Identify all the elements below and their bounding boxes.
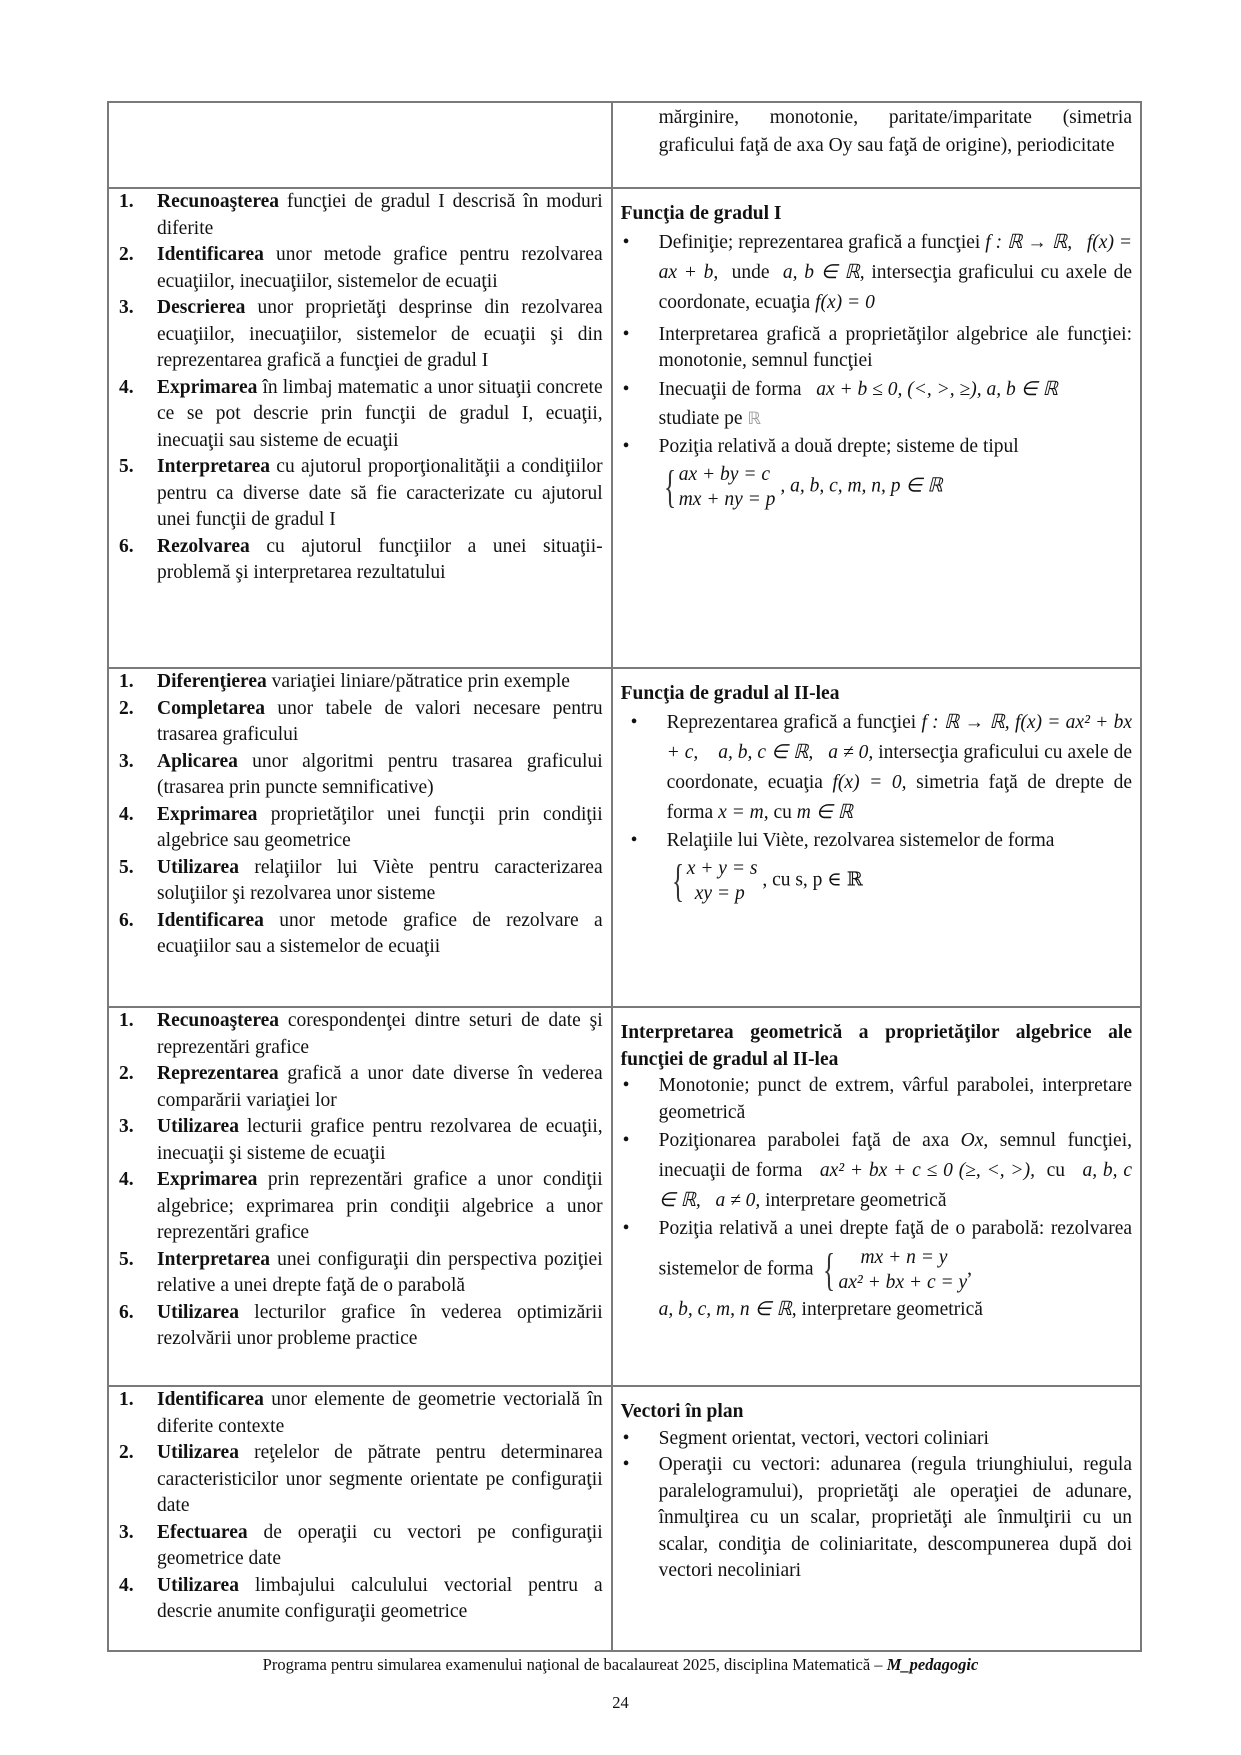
item-verb: Efectuarea: [157, 1521, 248, 1543]
item-text: unor proprietăţi desprinse din rezolvarea ecuaţiilor, inecuaţiilor, sistemelor de ecuaţii şi din reprezentarea grafică a funcţiei de gradul I: [157, 297, 603, 371]
item-number: 1.: [119, 1389, 134, 1410]
item-verb: Utilizarea: [157, 1301, 239, 1323]
math-expression: (≥, <, >),: [958, 1160, 1035, 1181]
item-text: unei configuraţii din perspectiva poziţiei relative a unei drepte faţă de o parabolă: [157, 1248, 603, 1296]
math-expression: a ≠ 0,: [715, 1190, 761, 1211]
equation-line: ax + by = c: [678, 464, 771, 485]
item-text: , semnul funcţiei, inecuaţii de forma: [658, 1130, 1132, 1181]
content-cell: [612, 102, 1141, 188]
item-text: limbajului calculului vectorial pentru a descrie anumite configuraţii geometrice: [157, 1574, 603, 1622]
item-verb: Identificarea: [157, 909, 264, 931]
table-row: [108, 188, 1141, 668]
curriculum-table: [107, 101, 1142, 1652]
section-title: Interpretarea geometrică a proprietăţilor algebrice ale funcţiei de gradul al II-lea: [620, 1022, 1132, 1070]
footer-subject: M_pedagogic: [886, 1655, 979, 1674]
item-text: în limbaj matematic a unor situaţii concrete ce se pot descrie prin funcţii de gradul I, ecuaţii, inecuaţii sau sisteme de ecuaţii: [157, 376, 603, 451]
math-expression: f : ℝ → ℝ,: [921, 711, 1010, 733]
table-row: [108, 668, 1141, 1007]
item-number: 1.: [119, 671, 134, 692]
item-text: intersecţia graficului cu axele de coordonate, ecuaţia: [666, 741, 1133, 793]
item-verb: Rezolvarea: [157, 535, 250, 557]
page-footer: [0, 1655, 1241, 1675]
bullet-icon: •: [622, 1454, 630, 1475]
list-item: [117, 669, 603, 696]
item-verb: Recunoaşterea: [157, 191, 280, 212]
item-number: 1.: [119, 191, 134, 212]
list-item: [621, 434, 1132, 515]
competencies-cell: [108, 102, 612, 188]
list-item: [117, 454, 603, 534]
item-verb: Interpretarea: [157, 456, 270, 477]
item-text: funcţiei de gradul I descrisă în moduri diferite: [157, 191, 603, 239]
bullet-icon: •: [622, 1427, 630, 1449]
competencies-cell: [108, 1007, 612, 1386]
list-item: [117, 1440, 603, 1520]
list-item: [621, 1452, 1132, 1585]
item-text: lecturilor grafice în vederea optimizării rezolvării unor probleme practice: [157, 1301, 603, 1349]
math-expression: m ∈ ℝ: [796, 801, 854, 823]
item-number: 6.: [119, 1301, 134, 1323]
item-verb: Completarea: [157, 697, 265, 719]
competency-list: [117, 1387, 603, 1626]
math-expression: f(x) = ax² + bx + c,: [666, 711, 1133, 763]
equation-line: ax² + bx + c = y: [838, 1271, 968, 1293]
list-item: • Poziţia relativă a unei drepte faţă de o parabolă: rezolvarea sistemelor de forma { mx + n = y ax² + bx + c = y , a, b, c, m, n ∈ ℝ, interpretare geometrică: [622, 1218, 1132, 1320]
item-text: Segment orientat, vectori, vectori coliniari: [658, 1427, 989, 1449]
item-text: , interpretare geometrică: [791, 1298, 983, 1320]
item-text: unde: [731, 261, 770, 283]
item-verb: Utilizarea: [157, 1442, 239, 1463]
brace-icon: {: [671, 855, 684, 906]
item-text: Inecuaţii de forma: [658, 378, 802, 400]
competency-list: [117, 1008, 603, 1353]
content-bullets: [621, 708, 1132, 909]
brace-icon: {: [823, 1243, 836, 1295]
math-expression: ax² + bx + c ≤ 0: [819, 1160, 953, 1181]
table-row: [108, 1007, 1141, 1386]
section-title: Vectori în plan: [620, 1401, 744, 1422]
equation-system: [818, 1245, 967, 1295]
item-number: 3.: [119, 1116, 134, 1137]
item-text: cu ajutorul funcţiilor a unei situaţii-problemă şi interpretarea rezultatului: [157, 535, 603, 583]
item-verb: Utilizarea: [157, 1116, 239, 1137]
section-title: Funcţia de gradul al II-lea: [620, 683, 840, 704]
equation-line: xy = p: [694, 883, 745, 904]
content-cell: [612, 1386, 1141, 1651]
list-item: [117, 189, 603, 242]
list-item: [117, 749, 603, 802]
item-verb: Utilizarea: [157, 856, 239, 878]
list-item: [117, 1008, 603, 1061]
item-verb: Exprimarea: [157, 376, 258, 398]
item-verb: Utilizarea: [157, 1574, 239, 1596]
item-text: cu ajutorul proporţionalităţii a condiţiilor pentru ca diverse date să fie caracterizate cu ajutorul unei funcţii de gradul I: [157, 456, 603, 530]
list-item: [117, 295, 603, 375]
equation-system: [659, 462, 776, 512]
item-text: Poziţionarea parabolei faţă de axa: [658, 1130, 950, 1151]
item-number: 1.: [119, 1010, 134, 1031]
math-expression: a ≠ 0,: [828, 741, 874, 763]
item-text: unor tabele de valori necesare pentru trasarea graficului: [157, 697, 603, 745]
item-text: Poziţia relativă a două drepte; sisteme de tipul: [658, 435, 1019, 457]
list-item: [117, 1061, 603, 1114]
item-text: lecturii grafice pentru rezolvarea de ecuaţii, inecuaţii şi sisteme de ecuaţii: [157, 1116, 603, 1164]
list-item: [621, 1073, 1132, 1126]
math-expression: a, b, c ∈ ℝ,: [718, 741, 814, 763]
math-expression: ax + b ≤ 0, (<, >, ≥), a, b ∈ ℝ: [816, 378, 1058, 400]
item-verb: Reprezentarea: [157, 1063, 279, 1084]
table-row: [108, 102, 1141, 188]
math-expression: , cu s, p ∈ ℝ: [762, 869, 863, 891]
list-item: [117, 534, 603, 587]
item-text: Operaţii cu vectori: adunarea (regula triunghiului, regula paralelogramului), proprietăţi ale operaţiei de adunare, înmulţirea cu un scalar, proprietăţi ale înmulţirii cu un scalar, condiţia de coliniaritate, descompunerea după doi vectori necoliniari: [658, 1454, 1132, 1581]
list-item: [117, 1300, 603, 1353]
item-text: corespondenţei dintre seturi de date şi reprezentări grafice: [157, 1010, 603, 1058]
list-item: [117, 802, 603, 855]
item-number: 4.: [119, 1169, 134, 1190]
item-verb: Recunoaşterea: [157, 1010, 280, 1031]
footer-text: Programa pentru simularea examenului naţional de bacalaureat 2025, disciplina Matematică –: [262, 1655, 887, 1674]
table-row: [108, 1386, 1141, 1651]
list-item: [621, 1126, 1132, 1216]
list-item: [117, 855, 603, 908]
content-bullets: [621, 1073, 1132, 1323]
math-expression: a, b, c ∈ ℝ,: [658, 1160, 1133, 1211]
item-text: simetria faţă de drepte de forma: [666, 771, 1133, 823]
item-number: 4.: [119, 803, 134, 825]
math-expression: , a, b, c, m, n, p ∈ ℝ: [780, 475, 943, 497]
list-item: [117, 908, 603, 961]
math-expression: f(x) = 0: [815, 291, 875, 313]
list-item: [117, 696, 603, 749]
item-text: Definiţie; reprezentarea grafică a funcţiei: [658, 231, 981, 253]
competencies-cell: [108, 668, 612, 1007]
item-number: 2.: [119, 244, 134, 265]
content-bullets: [621, 1426, 1132, 1585]
math-expression: f(x) = ax + b,: [658, 231, 1133, 283]
bullet-icon: •: [622, 231, 630, 253]
item-verb: Exprimarea: [157, 803, 258, 825]
item-text: studiate pe: [658, 407, 743, 429]
bullet-icon: •: [622, 1218, 630, 1239]
item-text: Monotonie; punct de extrem, vârful parabolei, interpretare geometrică: [658, 1075, 1132, 1123]
item-text: prin reprezentări grafice a unor condiţii algebrice; exprimarea prin condiţii algebrice a unor reprezentări grafice: [157, 1169, 603, 1243]
item-text: cu: [1046, 1160, 1066, 1181]
math-expression: a, b, c, m, n ∈ ℝ: [658, 1298, 792, 1320]
list-item: [117, 1387, 603, 1440]
item-number: 6.: [119, 535, 134, 557]
item-text: Interpretarea grafică a proprietăţilor algebrice ale funcţiei: monotonie, semnul funcţiei: [658, 323, 1132, 371]
item-text: proprietăţilor unei funcţii prin condiţii algebrice sau geometrice: [157, 803, 603, 851]
item-number: 3.: [119, 750, 134, 772]
item-verb: Exprimarea: [157, 1169, 258, 1190]
bullet-icon: •: [622, 378, 630, 400]
item-number: 5.: [119, 1248, 134, 1270]
item-text: relaţiilor lui Viète pentru caracterizarea soluţiilor şi rezolvarea unor sisteme: [157, 856, 603, 904]
competency-list: [117, 189, 603, 587]
continuation-text: mărginire, monotonie, paritate/imparitate (simetria graficului faţă de axa Oy sau faţă de origine), periodicitate: [658, 107, 1132, 156]
list-item: [621, 828, 1132, 909]
item-verb: Identificarea: [157, 244, 264, 265]
item-text: grafică a unor date diverse în vederea comparării variaţiei lor: [157, 1063, 603, 1111]
bullet-icon: •: [630, 829, 638, 851]
item-verb: Diferenţierea: [157, 671, 267, 692]
page-number: 24: [612, 1693, 629, 1712]
list-item: [621, 228, 1132, 318]
bullet-icon: •: [630, 711, 638, 733]
competencies-cell: [108, 188, 612, 668]
equation-line: mx + ny = p: [678, 489, 776, 510]
math-expression: Ox: [960, 1130, 984, 1151]
equation-line: mx + n = y: [860, 1246, 948, 1268]
item-number: 2.: [119, 1063, 134, 1084]
content-cell: [612, 188, 1141, 668]
item-text: reţelelor de pătrate pentru determinarea caracteristicilor unor segmente orientate pe configuraţii date: [157, 1442, 603, 1516]
item-text: Poziţia relativă a unei drepte faţă de o parabolă: rezolvarea sistemelor de forma: [658, 1218, 1132, 1279]
item-number: 5.: [119, 456, 134, 477]
item-text: cu: [773, 801, 792, 823]
item-number: 2.: [119, 697, 134, 719]
list-item: [117, 1114, 603, 1167]
item-number: 4.: [119, 1574, 134, 1596]
item-text: Relaţiile lui Viète, rezolvarea sistemelor de forma: [666, 829, 1055, 851]
list-item: [621, 322, 1132, 375]
math-expression: ℝ: [747, 408, 761, 429]
brace-icon: {: [663, 461, 676, 512]
list-item: [117, 1520, 603, 1573]
list-item: [621, 1426, 1132, 1453]
content-bullets: [621, 228, 1132, 515]
item-verb: Descrierea: [157, 297, 246, 318]
item-number: 3.: [119, 1521, 134, 1543]
item-number: 5.: [119, 856, 134, 878]
item-number: 6.: [119, 909, 134, 931]
content-cell: [612, 668, 1141, 1007]
item-text: de operaţii cu vectori pe configuraţii geometrice date: [157, 1521, 603, 1569]
list-item: [117, 1167, 603, 1247]
item-text: intersecţia graficului cu axele de coordonate, ecuaţia: [658, 261, 1132, 313]
item-text: unor elemente de geometrie vectorială în diferite contexte: [157, 1389, 603, 1437]
item-text: Reprezentarea grafică a funcţiei: [666, 711, 917, 733]
list-item: [117, 1247, 603, 1300]
bullet-icon: •: [622, 323, 630, 345]
item-number: 3.: [119, 297, 134, 318]
math-expression: f : ℝ → ℝ,: [985, 231, 1073, 253]
bullet-icon: •: [622, 1075, 630, 1096]
list-item: [117, 242, 603, 295]
item-verb: Identificarea: [157, 1389, 264, 1410]
list-item: [117, 375, 603, 455]
list-item: [621, 375, 1132, 434]
content-cell: [612, 1007, 1141, 1386]
competency-list: [117, 669, 603, 961]
item-number: 4.: [119, 376, 134, 398]
item-text: unor metode grafice de rezolvare a ecuaţiilor sau a sistemelor de ecuaţii: [157, 909, 603, 957]
item-text: unor algoritmi pentru trasarea graficului (trasarea prin puncte semnificative): [157, 750, 603, 798]
item-verb: Interpretarea: [157, 1248, 270, 1270]
competencies-cell: [108, 1386, 612, 1651]
bullet-icon: •: [622, 435, 630, 457]
item-text: interpretare geometrică: [765, 1190, 947, 1211]
bullet-icon: •: [622, 1130, 630, 1151]
math-expression: f(x) = 0,: [832, 771, 907, 793]
equation-system: [667, 856, 758, 906]
list-item: [117, 1573, 603, 1626]
item-text: variaţiei liniare/pătratice prin exemple: [266, 671, 570, 692]
item-number: 2.: [119, 1442, 134, 1463]
math-expression: x = m,: [718, 801, 769, 823]
item-text: unor metode grafice pentru rezolvarea ecuaţiilor, inecuaţiilor, sistemelor de ecuaţii: [157, 244, 603, 292]
equation-line: x + y = s: [686, 858, 758, 879]
list-item: [621, 708, 1132, 828]
section-title: Funcţia de gradul I: [620, 203, 782, 224]
item-verb: Aplicarea: [157, 750, 238, 772]
math-expression: a, b ∈ ℝ,: [782, 261, 865, 283]
